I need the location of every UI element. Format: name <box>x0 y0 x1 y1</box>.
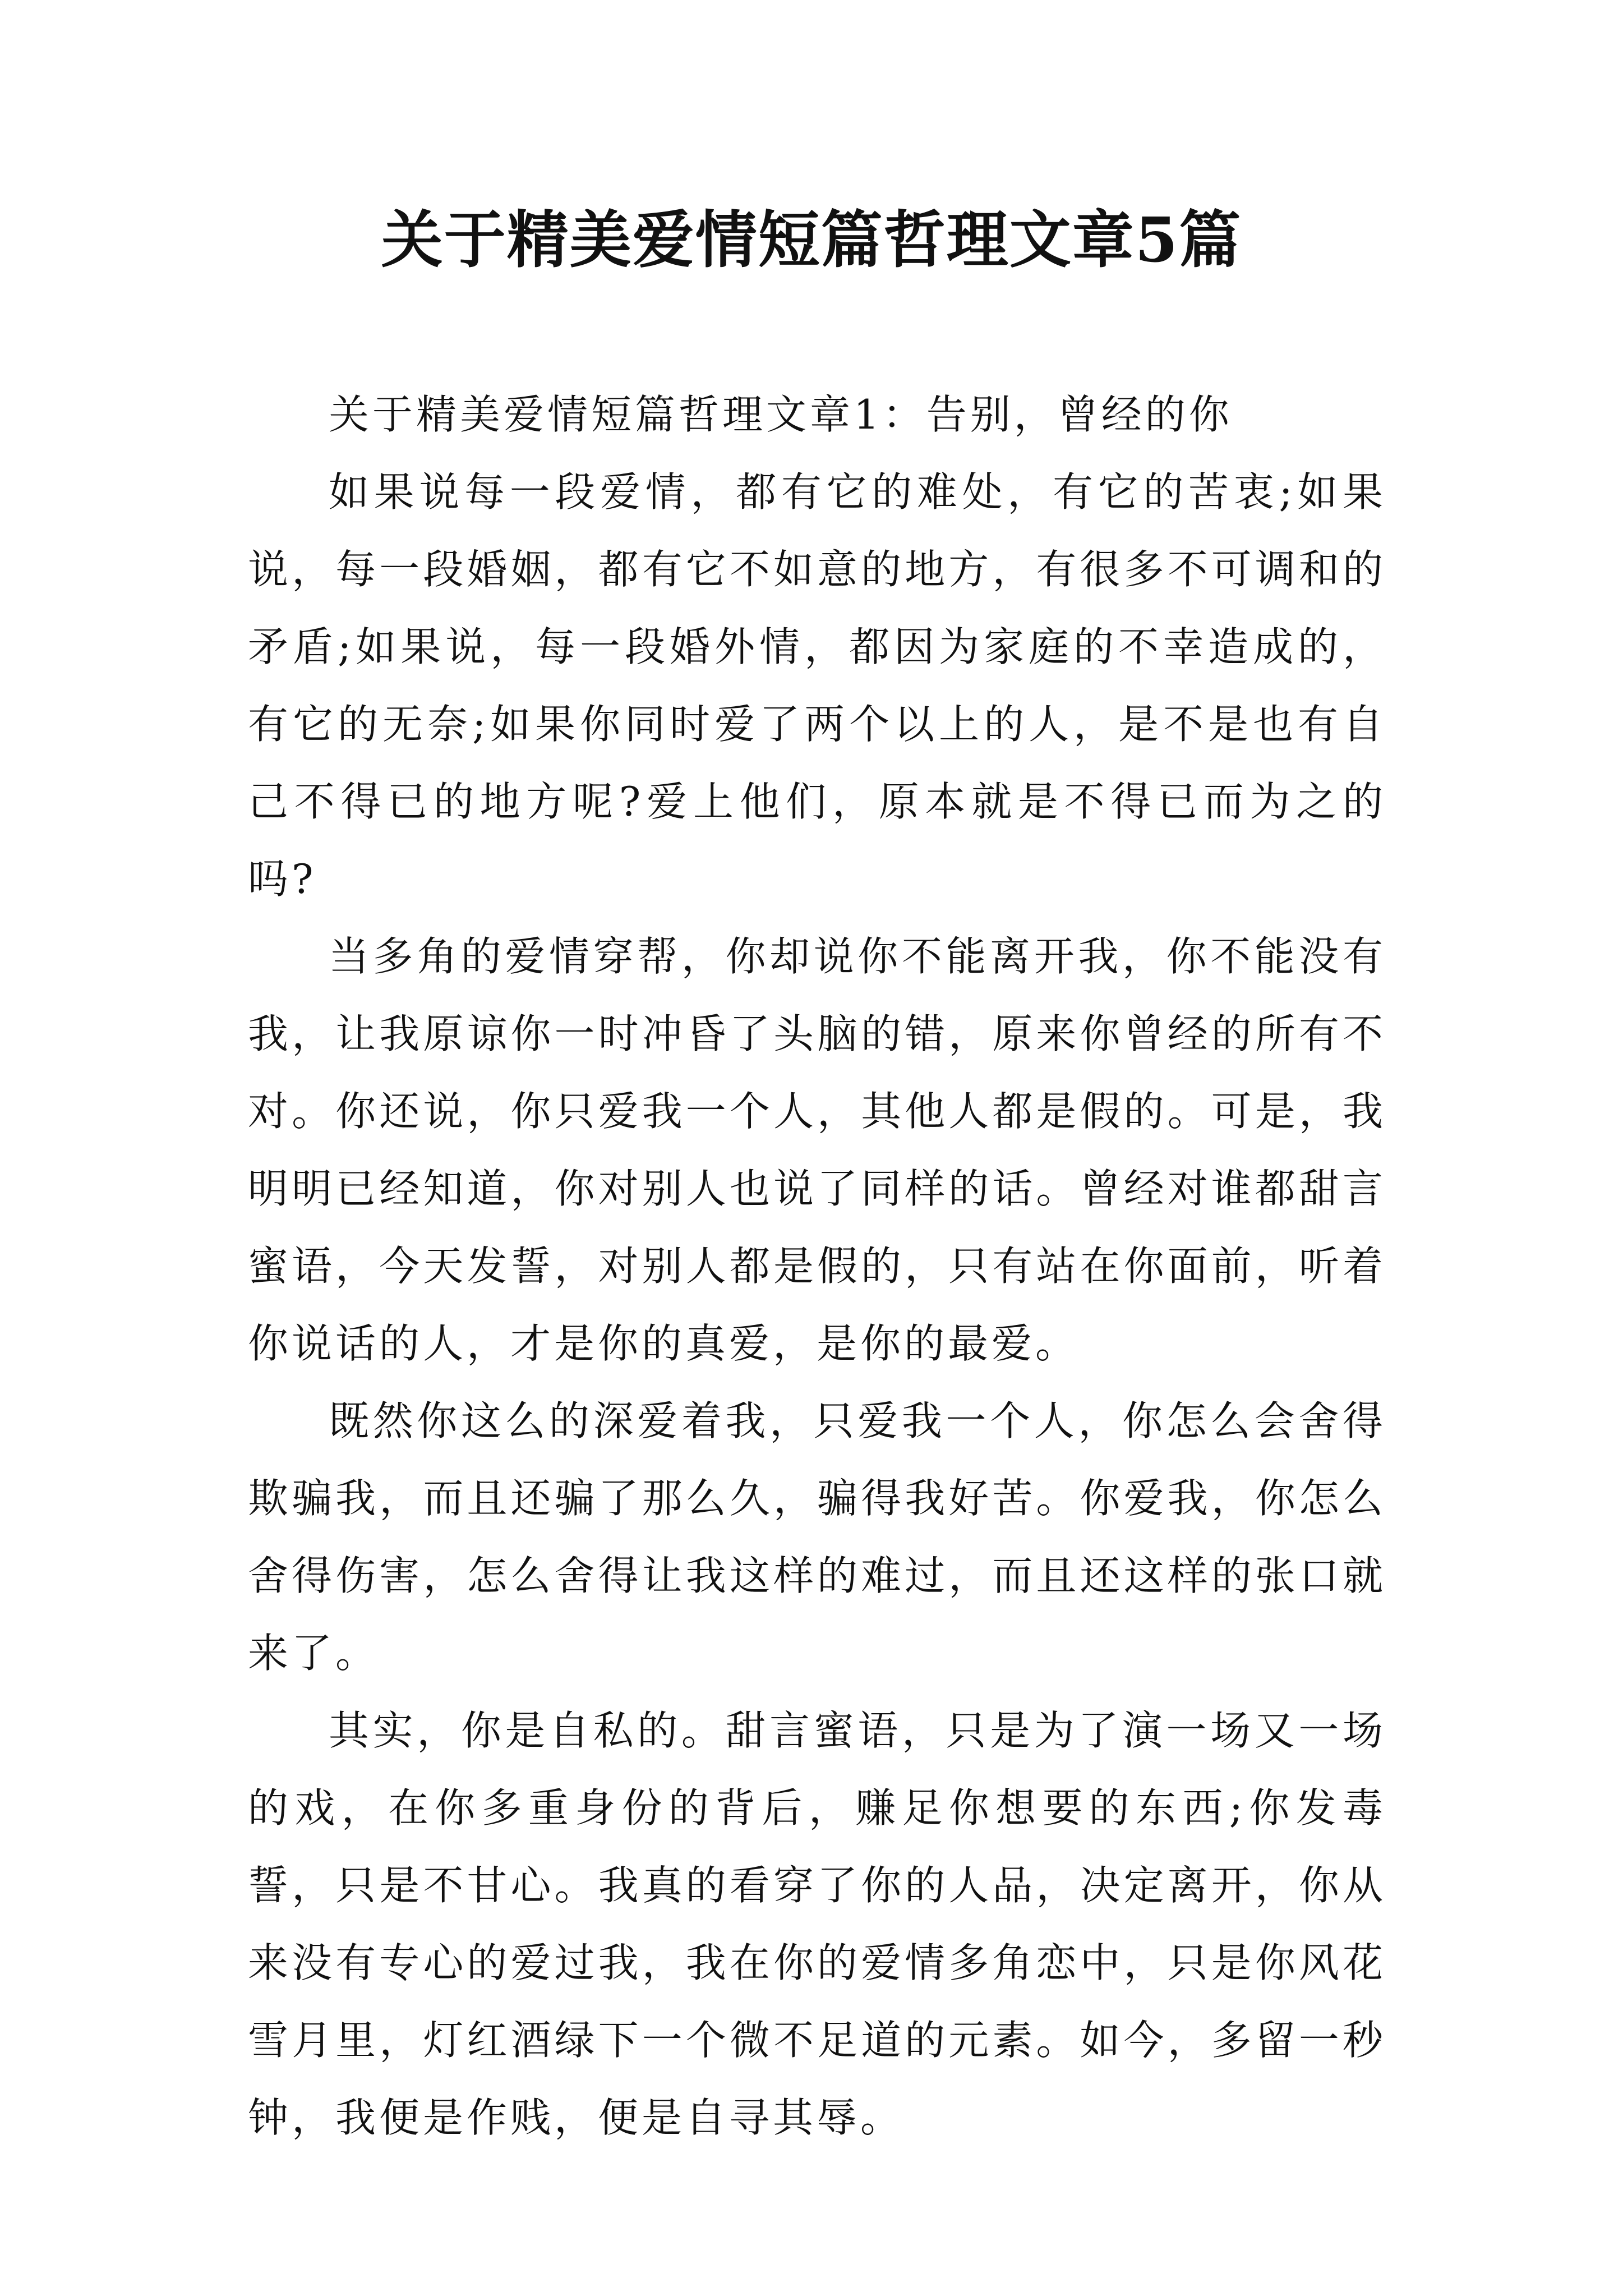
body-paragraph-3: 既然你这么的深爱着我，只爱我一个人，你怎么会舍得欺骗我，而且还骗了那么久，骗得我好苦。你爱我，你怎么舍得伤害，怎么舍得让我这样的难过，而且还这样的张口就来了。 <box>248 1397 1386 1677</box>
article-subheading: 关于精美爱情短篇哲理文章1：告别，曾经的你 <box>329 391 1233 438</box>
body-paragraph-2: 当多角的爱情穿帮，你却说你不能离开我，你不能没有我，让我原谅你一时冲昏了头脑的错，原来你曾经的所有不对。你还说，你只爱我一个人，其他人都是假的。可是，我明明已经知道，你对别人也说了同样的话。曾经对谁都甜言蜜语，今天发誓，对别人都是假的，只有站在你面前，听着你说话的人，才是你的真爱，是你的最爱。 <box>248 933 1386 1367</box>
document-title: 关于精美爱情短篇哲理文章5篇 <box>381 204 1242 276</box>
body-paragraph-4: 其实，你是自私的。甜言蜜语，只是为了演一场又一场的戏，在你多重身份的背后，赚足你想要的东西;你发毒誓，只是不甘心。我真的看穿了你的人品，决定离开，你从来没有专心的爱过我，我在你的爱情多角恋中，只是你风花雪月里，灯红酒绿下一个微不足道的元素。如今，多留一秒钟，我便是作贱，便是自寻其辱。 <box>248 1707 1386 2141</box>
document-body <box>248 376 1386 2156</box>
body-paragraph-1: 如果说每一段爱情，都有它的难处，有它的苦衷;如果说，每一段婚姻，都有它不如意的地方，有很多不可调和的矛盾;如果说，每一段婚外情，都因为家庭的不幸造成的，有它的无奈;如果你同时爱了两个以上的人，是不是也有自己不得已的地方呢?爱上他们，原本就是不得已而为之的吗? <box>248 468 1386 903</box>
